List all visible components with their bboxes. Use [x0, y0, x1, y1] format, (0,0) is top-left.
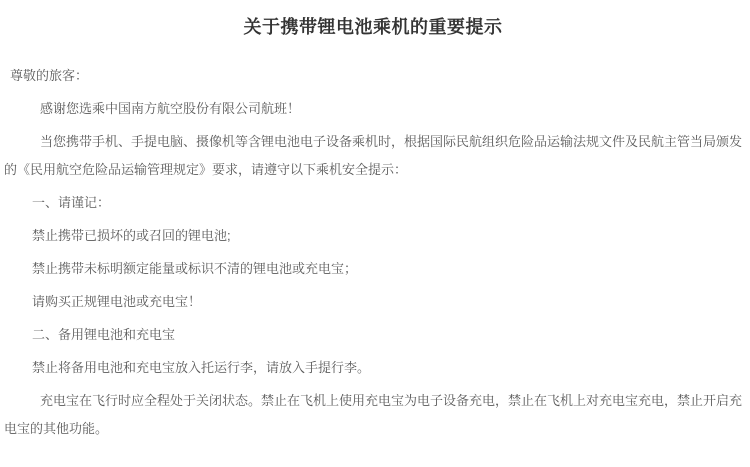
- section-1-heading: 一、请谨记：: [32, 195, 111, 210]
- rule-damaged-batteries: 禁止携带已损坏的或召回的锂电池;: [32, 228, 231, 243]
- rule-checked-baggage: 禁止将备用电池和充电宝放入托运行李，请放入手提行李。: [32, 360, 371, 375]
- thanks-line: 感谢您选乘中国南方航空股份有限公司航班！: [40, 101, 301, 116]
- section-2-heading: 二、备用锂电池和充电宝: [32, 327, 176, 342]
- page-title: 关于携带锂电池乘机的重要提示: [243, 17, 503, 37]
- intro-paragraph: 当您携带手机、手提电脑、摄像机等含锂电池电子设备乘机时，根据国际民航组织危险品运输法规文件及民航主管当局颁发的《民用航空危险品运输管理规定》要求，请遵守以下乘机安全提示：: [4, 134, 743, 177]
- rule-unlabeled-batteries: 禁止携带未标明额定能量或标识不清的锂电池或充电宝；: [32, 261, 358, 276]
- greeting-line: 尊敬的旅客：: [10, 68, 89, 83]
- battery-notice-document: [0, 14, 750, 443]
- rule-inflight-usage: 充电宝在飞行时应全程处于关闭状态。禁止在飞机上使用充电宝为电子设备充电，禁止在飞机上对充电宝充电，禁止开启充电宝的其他功能。: [4, 393, 743, 436]
- rule-buy-certified: 请购买正规锂电池或充电宝！: [32, 294, 202, 309]
